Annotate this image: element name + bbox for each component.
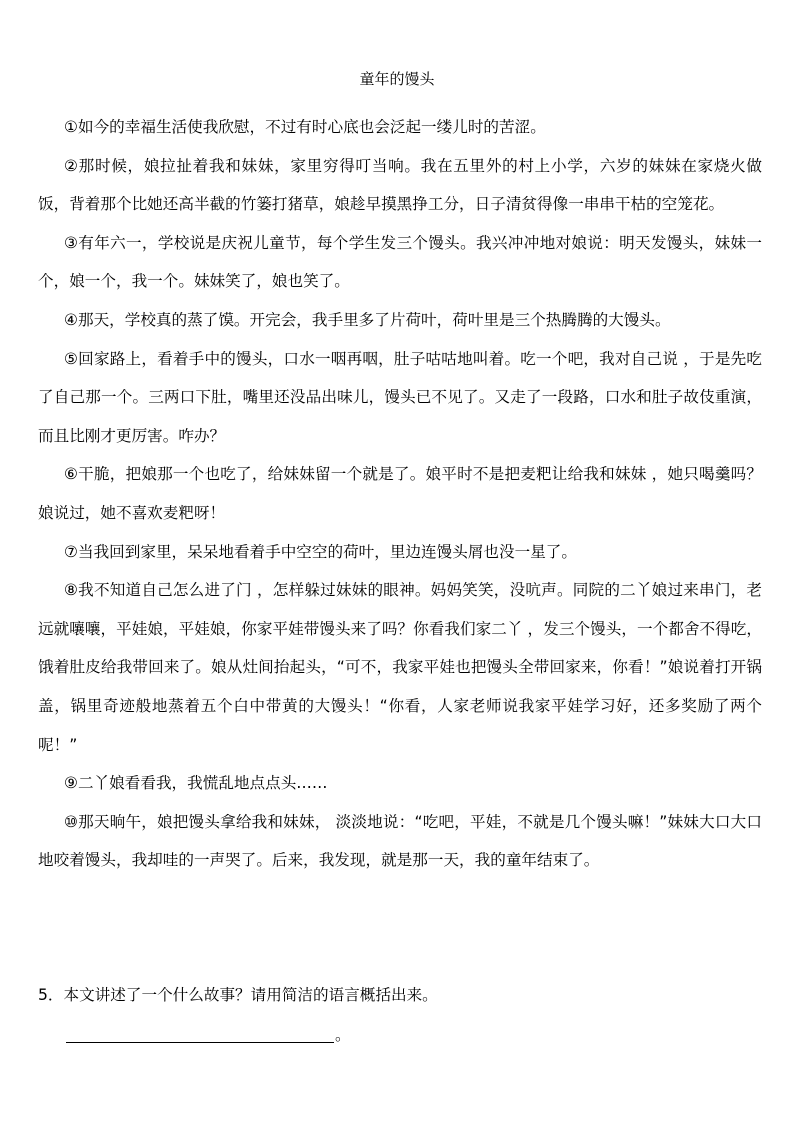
answer-area[interactable] <box>66 1024 351 1046</box>
paragraph-9: ⑨二丫娘看看我，我慌乱地点点头…… <box>64 774 328 793</box>
document-title: 童年的馒头 <box>359 70 435 88</box>
paragraph-6: ⑥干脆，把娘那一个也吃了，给妹妹留一个就是了。娘平时不是把麦粑让给我和妹妹 ，她只喝羹吗？娘说过，她不喜欢麦粑呀！ <box>38 465 762 522</box>
paragraph-4: ④那天，学校真的蒸了馍。开完会，我手里多了片荷叶，荷叶里是三个热腾腾的大馒头。 <box>64 310 671 329</box>
question-5: 5．本文讲述了一个什么故事？请用简洁的语言概括出来。 <box>38 986 438 1004</box>
document-body <box>38 108 762 880</box>
paragraph-2: ②那时候，娘拉扯着我和妹妹，家里穷得叮当响。我在五里外的村上小学，六岁的妹妹在家烧火做饭，背着那个比她还高半截的竹篓打猪草，娘趁早摸黑挣工分，日子清贫得像一串串干枯的空笼花。 <box>38 156 762 214</box>
paragraph-10: ⑩那天晌午，娘把馒头拿给我和妹妹， 淡淡地说：“吃吧，平娃，不就是几个馒头嘛！”妹妹大口大口地咬着馒头，我却哇的一声哭了。后来，我发现，就是那一天，我的童年结束了。 <box>38 812 762 870</box>
paragraph-8: ⑧我不知道自己怎么进了门 ，怎样躲过妹妹的眼神。妈妈笑笑，没吭声。同院的二丫娘过来串门，老远就嚷嚷，平娃娘，平娃娘，你家平娃带馒头来了吗？你看我们家二丫 ，发三个馒头，一个都舍不得吃，饿着肚皮给我带回来了。娘从灶间抬起头，“可不，我家平娃也把馒头全带回家来，你看！”娘说着打开锅盖，锅里奇迹般地蒸着五个白中带黄的大馒头！“你看，人家老师说我家平娃学习好，还多奖励了两个呢！” <box>38 581 762 754</box>
answer-blank-line[interactable] <box>66 1042 334 1043</box>
paragraph-5: ⑤回家路上，看着手中的馒头，口水一咽再咽，肚子咕咕地叫着。吃一个吧，我对自己说 ，于是先吃了自己那一个。三两口下肚，嘴里还没品出味儿，馒头已不见了。又走了一段路，口水和肚子故伎重演，而且比刚才更厉害。咋办？ <box>38 349 762 445</box>
paragraph-3: ③有年六一，学校说是庆祝儿童节，每个学生发三个馒头。我兴冲冲地对娘说：明天发馒头，妹妹一个，娘一个，我一个。妹妹笑了，娘也笑了。 <box>38 233 762 291</box>
answer-period: 。 <box>335 1026 351 1044</box>
paragraph-1: ①如今的幸福生活使我欣慰，不过有时心底也会泛起一缕儿时的苦涩。 <box>64 118 546 136</box>
paragraph-7: ⑦当我回到家里，呆呆地看着手中空空的荷叶，里边连馒头屑也没一星了。 <box>64 542 577 561</box>
